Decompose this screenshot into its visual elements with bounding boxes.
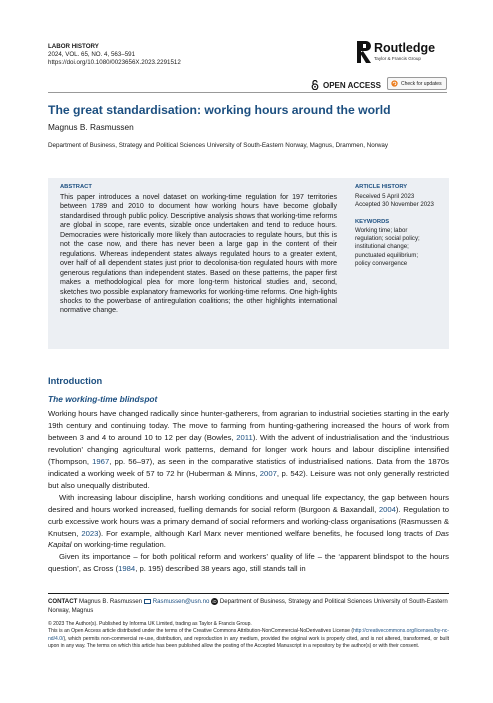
text-run: Working hours have changed radically since hunter-gatherers, from agrarian to industrial societies starting in the early 19th century and continuing today. The move to farming from hunting-gathering increased the hours of work from between 3 and 4 to around 10 to 12 per day (Bowles, (48, 409, 449, 442)
contact-department: Department of Business, Strategy and Political Sciences University of South-Eastern Norway, Magnus (48, 598, 448, 614)
routledge-r-icon (357, 41, 371, 63)
text-run: , p. 195) described 38 years ago, still stands tall in (135, 564, 306, 574)
book-title: Das Kapital (48, 528, 450, 550)
article-title: The great standardisation: working hours around the world (48, 103, 391, 117)
contact-email-link[interactable]: Rasmussen@usn.no (152, 598, 210, 605)
text-run: ). With the advent of industrialisation and the ‘industrious revolution’ changing agricultural work patterns, demand for longer work hours and labour discipline intensified (Thompson, (48, 432, 449, 466)
open-lock-icon (311, 80, 319, 90)
check-for-updates-label: Check for updates (401, 80, 442, 87)
publisher-group: Taylor & Francis Group (374, 56, 421, 61)
journal-doi-link[interactable]: https://doi.org/10.1080/0023656X.2023.2291512 (48, 59, 181, 66)
accepted-date: Accepted 30 November 2023 (355, 201, 434, 209)
contact-block (48, 597, 449, 615)
paragraph (48, 408, 449, 492)
orcid-icon[interactable] (211, 598, 218, 605)
citation-link[interactable]: 2007 (259, 468, 277, 478)
article-history-heading: ARTICLE HISTORY (355, 184, 408, 190)
keywords-heading: KEYWORDS (355, 219, 390, 225)
section-heading: Introduction (48, 376, 103, 386)
contact-name: Magnus B. Rasmussen (79, 598, 143, 605)
license-block (48, 621, 449, 651)
citation-link[interactable]: 2011 (236, 432, 253, 442)
keyword-line: Working time; labor (355, 227, 408, 234)
paragraph (48, 551, 449, 575)
article-history (355, 193, 434, 209)
text-run: on working-time regulation. (71, 540, 166, 550)
journal-citation: 2024, VOL. 65, NO. 4, 563–591 (48, 51, 136, 58)
publisher-name: Routledge (374, 41, 436, 55)
keywords-list (355, 227, 420, 268)
article-author: Magnus B. Rasmussen (48, 122, 134, 132)
keyword-line: policy convergence (355, 259, 408, 267)
text-run: ). Regulation to curb excessive work hours was a primary demand of social reformers and working-class organisations (Rasmussen & Knutsen, (48, 504, 449, 538)
journal-header (48, 43, 181, 67)
abstract-text: This paper introduces a novel dataset on working-time regulation for 197 territories between 1789 and 2010 to document how working hours have become globally standardised through public policy. Descriptive analysis shows that working-time reforms are global in scope, rare events, sizable once undertaken and tend to reduce hours. Democracies were historically more likely than autocracies to regulate hours, but this is not the case now, and there has never been a large gap in the content of their regulations. Whereas independent states always regulated hours to a greater extent, over half of all dependent states just prior to decolonisa-tion regulated hours with more generous regulations than independent states. Based on these patterns, the paper first makes a methodological plea for more long-term historical studies and, second, sketches two possible explanatory frameworks for working-time reforms. One high-lights shocks to the powerbase of antiregulation coalitions; the other highlights international normative change. (60, 194, 337, 315)
text-run: , p. 542). Leisure was not only generally restricted but also unequally distributed. (48, 468, 449, 490)
citation-link[interactable]: 2023 (81, 528, 99, 538)
citation-link[interactable]: 1984 (118, 564, 136, 574)
body-text (48, 408, 449, 575)
contact-label: CONTACT (48, 598, 78, 605)
svg-text:iD: iD (212, 599, 217, 605)
text-run: ), which permits non-commercial re-use, distribution, and reproduction in any medium, provided the original work is properly cited, and is not altered, transformed, or built upon in any way. The terms on which this article has been published allow the posting of the Accepted Manuscript in a repository by the author(s) or with their consent. (48, 635, 449, 650)
citation-link[interactable]: 2004 (378, 504, 396, 514)
text-run: This is an Open Access article distributed under the terms of the Creative Commons Attribution-NonCommercial-NoDerivatives License ( (48, 628, 354, 635)
open-access-badge (311, 80, 381, 90)
publisher-logo (357, 41, 447, 69)
subsection-heading: The working-time blindspot (48, 394, 158, 404)
paragraph (48, 492, 449, 552)
citation-link[interactable]: 1967 (92, 456, 110, 466)
keyword-line: punctuated equilibrium; (355, 251, 419, 259)
open-access-label: OPEN ACCESS (323, 80, 381, 90)
license-text (48, 628, 449, 650)
text-run: ). For example, although Karl Marx never mentioned welfare benefits, he focused long tracts of (98, 528, 436, 538)
footer-divider (48, 593, 449, 594)
header-divider (48, 92, 447, 93)
check-for-updates-button[interactable] (387, 77, 447, 90)
keyword-line: institutional change; (355, 243, 409, 251)
refresh-icon (391, 80, 398, 87)
received-date: Received 5 April 2023 (355, 193, 415, 200)
author-affiliation: Department of Business, Strategy and Political Sciences University of South-Eastern Norway, Magnus, Drammen, Norway (48, 142, 389, 149)
keyword-line: regulation; social policy; (355, 235, 420, 243)
license-link[interactable]: http://creativecommons.org/licenses/by-nc-nd/4.0/ (48, 628, 449, 642)
email-icon (144, 599, 151, 604)
abstract-heading: ABSTRACT (60, 184, 92, 190)
text-run: , pp. 56–97), as seen in the comparative statistics of industrialised nations. Data from the 1870s indicated a working week of 57 to 72 hr (Huberman & Minns, (48, 456, 449, 478)
text-run: With increasing labour discipline, harsh working conditions and unequal life expectancy, the gap between hours desired and hours worked increased, fuelling demands for social reform (Burgoon & Baxandall, (48, 492, 449, 514)
copyright-line: © 2023 The Author(s). Published by Informa UK Limited, trading as Taylor & Francis Group. (48, 621, 252, 627)
journal-name: LABOR HISTORY (48, 43, 99, 50)
text-run: Given its importance – for both political reform and workers’ quality of life – the ‘apparent blindspot to the hours question’, as Cross ( (48, 552, 449, 574)
